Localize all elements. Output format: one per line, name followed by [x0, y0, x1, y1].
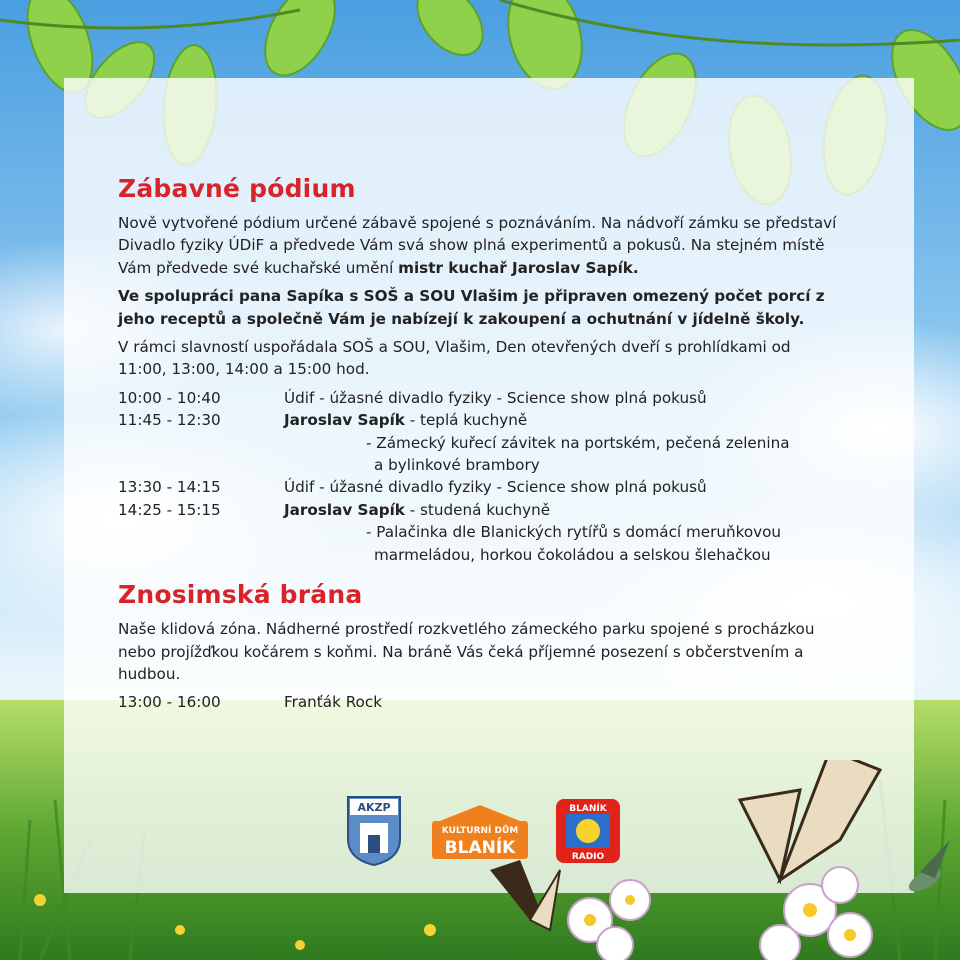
- schedule-text: Jaroslav Sapík - studená kuchyně: [284, 500, 551, 519]
- open-day-paragraph: V rámci slavností uspořádala SOŠ a SOU, Vlašim, Den otevřených dveří s prohlídkami od 11:00, 13:00, 14:00 a 15:00 hod.: [118, 338, 791, 379]
- main-content: [118, 172, 838, 714]
- svg-text:AKZP: AKZP: [357, 801, 391, 814]
- section-title-zabavne-podium: Zábavné pódium: [118, 174, 356, 203]
- schedule-text: Franťák Rock: [284, 693, 382, 712]
- section-title-znosimska-brana: Znosimská brána: [118, 580, 363, 610]
- svg-text:BLANÍK: BLANÍK: [569, 804, 607, 814]
- schedule-row: [118, 409, 838, 431]
- schedule-text: Údif - úžasné divadlo fyziky - Science show plná pokusů: [284, 478, 707, 497]
- schedule-text: Jaroslav Sapík - teplá kuchyně: [284, 411, 528, 430]
- schedule-row: [118, 499, 838, 521]
- schedule-text: Údif - úžasné divadlo fyziky - Science show plná pokusů: [284, 388, 707, 407]
- schedule-time: 13:00 - 16:00: [118, 693, 221, 712]
- menu-item-description: - Zámecký kuřecí závitek na portském, pečená zelenina a bylinkové brambory: [366, 433, 790, 475]
- schedule-time: 14:25 - 15:15: [118, 500, 221, 519]
- schedule-podium: [118, 387, 838, 566]
- schedule-row: [118, 691, 838, 713]
- cooperation-paragraph: Ve spolupráci pana Sapíka s SOŠ a SOU Vlašim je připraven omezený počet porcí z jeho receptů a společně Vám je nabízejí k zakoupení a ochutnání v jídelně školy.: [118, 287, 825, 328]
- schedule-brana: [118, 691, 838, 713]
- schedule-time: 13:30 - 14:15: [118, 478, 221, 497]
- intro-paragraph: Nově vytvořené pódium určené zábavě spojené s poznáváním. Na nádvoří zámku se představí Divadlo fyziky ÚDiF a předvede Vám svá show plná experimentů a pokusů. Na stejném místě Vám předvede své kuchařské umění mistr kuchař Jaroslav Sapík.: [118, 214, 837, 277]
- butterfly-icon: [490, 860, 560, 930]
- schedule-row: [118, 476, 838, 498]
- svg-text:BLANÍK: BLANÍK: [444, 838, 516, 858]
- svg-text:RADIO: RADIO: [571, 852, 605, 862]
- flower-icon: [568, 867, 872, 960]
- akzp-logo: [346, 795, 402, 867]
- svg-text:KULTURNÍ DŮM: KULTURNÍ DŮM: [441, 826, 519, 836]
- flowers-butterflies-decoration: [480, 760, 960, 960]
- schedule-time: 11:45 - 12:30: [118, 411, 221, 430]
- menu-item-description: - Palačinka dle Blanických rytířů s domácí meruňkovou marmeládou, horkou čokoládou a selskou šlehačkou: [366, 523, 782, 564]
- brana-paragraph: Naše klidová zóna. Nádherné prostředí rozkvetlého zámeckého parku spojené s procházkou nebo projížďkou kočárem s koňmi. Na bráně Vás čeká příjemné posezení s občerstvením a hudbou.: [118, 620, 815, 683]
- schedule-time: 10:00 - 10:40: [118, 388, 221, 407]
- schedule-row: [118, 387, 838, 409]
- butterfly-icon: [740, 760, 880, 880]
- hummingbird-icon: [905, 840, 950, 896]
